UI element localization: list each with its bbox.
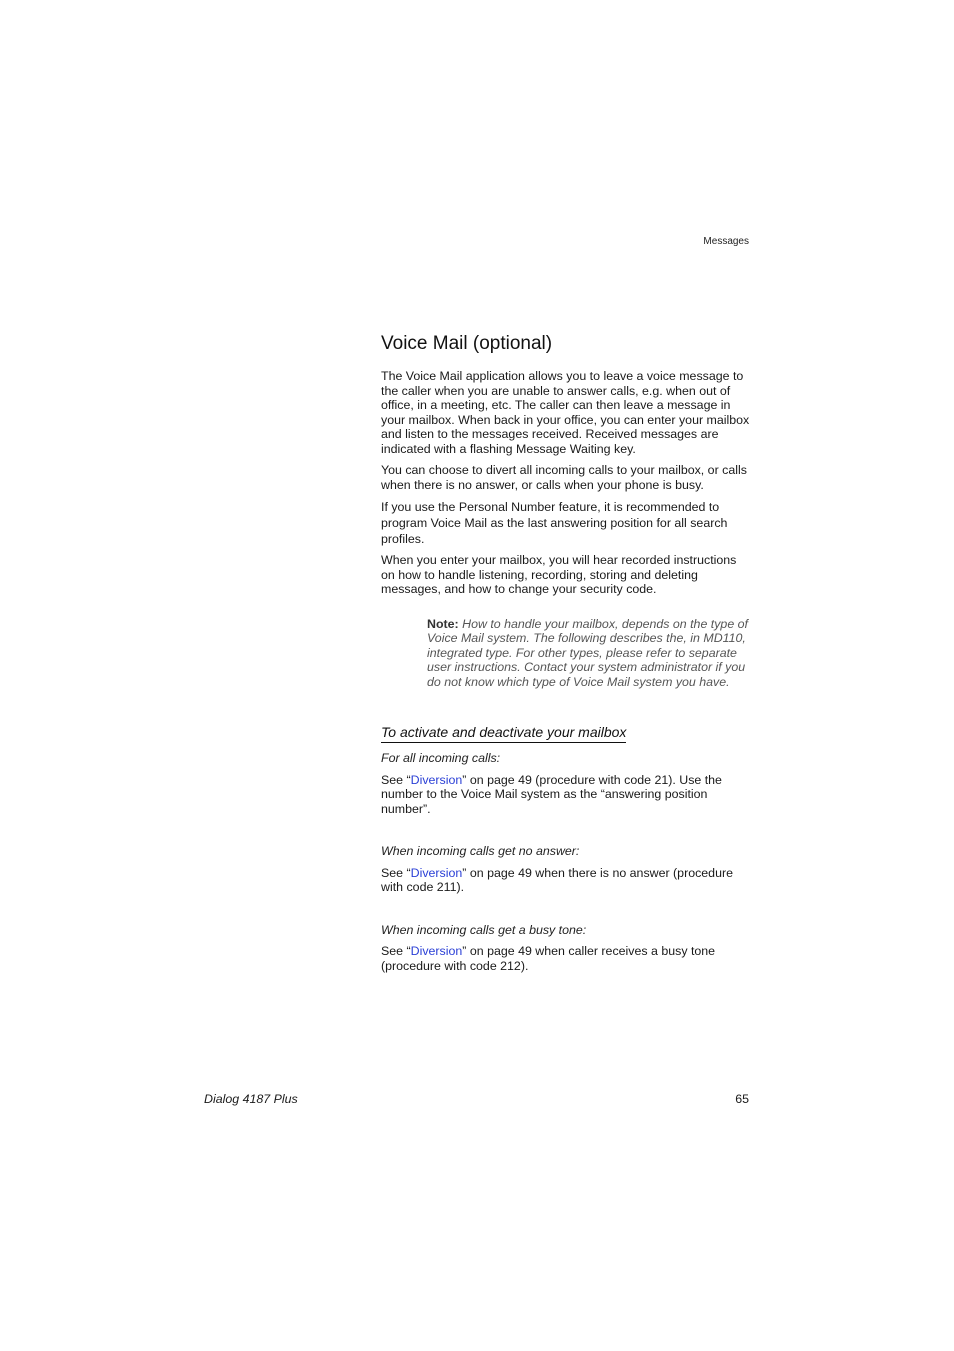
diversion-link[interactable]: Diversion bbox=[410, 772, 463, 787]
case-text-no-answer bbox=[381, 866, 751, 895]
intro-paragraph: The Voice Mail application allows you to leave a voice message to the caller when you are unable to answer calls, e.g. when out of office, in a meeting, etc. The caller can then leave a message in your mailbox. When back in your office, you can enter your mailbox and listen to the messages received. Received messages are indicated with a flashing Message Waiting key. bbox=[381, 369, 750, 456]
note-label: Note: bbox=[427, 616, 459, 631]
footer-product-name: Dialog 4187 Plus bbox=[204, 1092, 298, 1106]
main-content bbox=[381, 331, 751, 980]
case-text-busy bbox=[381, 944, 751, 973]
case-suffix: ” on page 49 when caller receives a busy tone (procedure with code 212). bbox=[381, 944, 716, 973]
subheading-wrapper bbox=[381, 689, 751, 751]
case-suffix: ” on page 49 (procedure with code 21). Use the number to the Voice Mail system as the “answering position number”. bbox=[381, 772, 722, 816]
case-prefix: See “ bbox=[381, 944, 411, 958]
case-prefix: See “ bbox=[381, 865, 411, 880]
case-label-busy: When incoming calls get a busy tone: bbox=[381, 922, 587, 937]
footer-page-number: 65 bbox=[735, 1092, 749, 1106]
divert-paragraph: You can choose to divert all incoming calls to your mailbox, or calls when there is no answer, or calls when your phone is busy. bbox=[381, 463, 747, 492]
case-text-all-calls bbox=[381, 773, 751, 817]
section-title: Voice Mail (optional) bbox=[381, 333, 553, 354]
diversion-link[interactable]: Diversion bbox=[410, 944, 463, 958]
case-label-all-calls: For all incoming calls: bbox=[381, 751, 501, 765]
case-label-no-answer: When incoming calls get no answer: bbox=[381, 844, 580, 858]
running-head: Messages bbox=[703, 236, 749, 247]
mailbox-instructions-paragraph: When you enter your mailbox, you will hear recorded instructions on how to handle listening, recording, storing and deleting messages, and how to change your security code. bbox=[381, 553, 737, 596]
diversion-link[interactable]: Diversion bbox=[410, 865, 463, 880]
activate-mailbox-heading: To activate and deactivate your mailbox bbox=[381, 724, 626, 743]
case-prefix: See “ bbox=[381, 772, 411, 787]
case-suffix: ” on page 49 when there is no answer (procedure with code 211). bbox=[381, 865, 733, 894]
note-text: How to handle your mailbox, depends on the type of Voice Mail system. The following describes the, in MD110, integrated type. For other types, please refer to separate user instructions. Contact your system administrator if you do not know which type of Voice Mail system you have. bbox=[427, 616, 748, 689]
note-box bbox=[427, 617, 751, 690]
personal-number-paragraph: If you use the Personal Number feature, it is recommended to program Voice Mail as the last answering position for all search profiles. bbox=[381, 500, 728, 546]
